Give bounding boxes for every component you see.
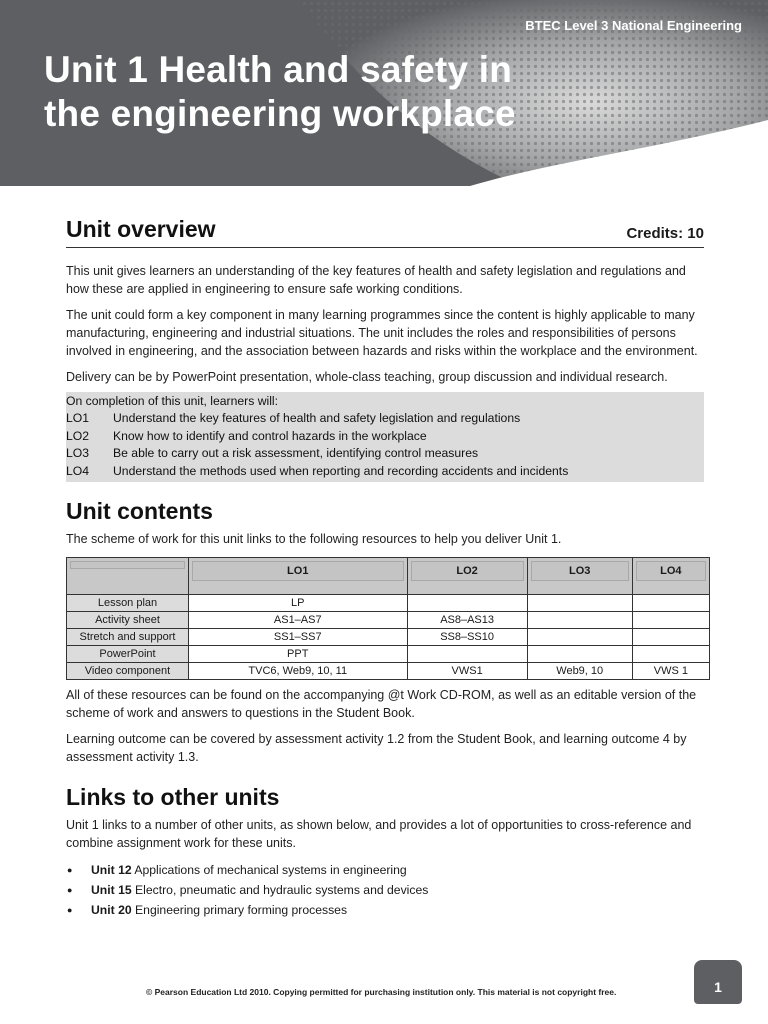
table-cell: SS8–SS10: [407, 629, 527, 646]
contents-paragraph-1: All of these resources can be found on the accompanying @t Work CD-ROM, as well as an editable version of the scheme of work and answers to questions in the Student Book.: [66, 688, 697, 721]
table-cell: [527, 646, 632, 663]
lo-code: LO4: [66, 463, 90, 478]
table-cell: VWS1: [407, 663, 527, 680]
unit-number: Unit 20: [91, 903, 132, 918]
table-row: [67, 595, 710, 612]
table-row: [67, 646, 710, 663]
list-item: [66, 880, 704, 900]
table-cell: PPT: [189, 646, 408, 663]
table-row-label: Activity sheet: [67, 612, 189, 629]
table-cell: [527, 612, 632, 629]
lo-code: LO3: [66, 446, 90, 461]
copyright-footer: © Pearson Education Ltd 2010. Copying permitted for purchasing institution only. This material is not copyright free.: [146, 987, 617, 997]
unit-title-line-2: the engineering workplace: [44, 93, 516, 134]
overview-paragraph-3: Delivery can be by PowerPoint presentation, whole-class teaching, group discussion and individual research.: [66, 370, 668, 384]
table-cell: [632, 646, 709, 663]
table-row-label: Stretch and support: [67, 629, 189, 646]
resources-table: [66, 557, 710, 680]
linked-units-list: [66, 860, 704, 920]
table-row: [67, 663, 710, 680]
learning-outcome-2: [66, 428, 704, 445]
learning-outcomes-intro: On completion of this unit, learners will:: [66, 394, 279, 408]
table-cell: [407, 646, 527, 663]
contents-intro: The scheme of work for this unit links to the following resources to help you deliver Unit 1.: [66, 532, 562, 547]
table-cell: AS1–AS7: [189, 612, 408, 629]
unit-name: Electro, pneumatic and hydraulic systems and devices: [135, 883, 429, 898]
unit-name: Engineering primary forming processes: [135, 903, 348, 918]
learning-outcomes-box: [66, 392, 704, 482]
header-banner: [0, 0, 768, 186]
table-row-label: PowerPoint: [67, 646, 189, 663]
page-content: [66, 214, 704, 920]
table-cell: [527, 629, 632, 646]
table-header-cell: LO1: [189, 558, 408, 595]
learning-outcome-3: [66, 445, 704, 462]
table-cell: [407, 595, 527, 612]
unit-number: Unit 12: [91, 863, 132, 878]
overview-paragraph-2: The unit could form a key component in many learning programmes since the content is highly applicable to many manufacturing, engineering and industrial situations. The unit includes the roles and responsibilities of persons involved in engineering, and the association between hazards and risks within the workplace and the environment.: [66, 308, 698, 358]
table-cell: [527, 595, 632, 612]
overview-paragraph-1: This unit gives learners an understanding of the key features of health and safety legislation and regulations and how these are applied in engineering to ensure safe working conditions.: [66, 264, 686, 296]
table-cell: Web9, 10: [527, 663, 632, 680]
page-number: 1: [694, 960, 742, 1004]
unit-title: [44, 48, 516, 136]
table-header-cell: [67, 558, 189, 595]
table-header-cell: LO4: [632, 558, 709, 595]
contents-paragraph-2: Learning outcome can be covered by assessment activity 1.2 from the Student Book, and learning outcome 4 by assessment activity 1.3.: [66, 732, 687, 765]
table-cell: [632, 629, 709, 646]
table-cell: SS1–SS7: [189, 629, 408, 646]
series-title: BTEC Level 3 National Engineering: [525, 18, 742, 33]
table-cell: [632, 612, 709, 629]
table-cell: VWS 1: [632, 663, 709, 680]
contents-heading: Unit contents: [66, 498, 213, 525]
links-intro: Unit 1 links to a number of other units, as shown below, and provides a lot of opportunities to cross-reference and combine assignment work for these units.: [66, 818, 692, 851]
table-cell: AS8–AS13: [407, 612, 527, 629]
table-cell: LP: [189, 595, 408, 612]
table-cell: [632, 595, 709, 612]
overview-heading-bar: [66, 214, 704, 248]
unit-name: Applications of mechanical systems in engineering: [134, 863, 407, 878]
links-heading: Links to other units: [66, 784, 280, 811]
table-cell: TVC6, Web9, 10, 11: [189, 663, 408, 680]
lo-code: LO2: [66, 428, 90, 443]
lo-text: Understand the methods used when reporting and recording accidents and incidents: [113, 463, 569, 478]
table-row: [67, 629, 710, 646]
lo-text: Understand the key features of health and safety legislation and regulations: [113, 411, 521, 426]
table-row-label: Video component: [67, 663, 189, 680]
list-item: [66, 860, 704, 880]
lo-text: Know how to identify and control hazards in the workplace: [113, 428, 427, 443]
unit-number: Unit 15: [91, 883, 132, 898]
unit-title-line-1: Unit 1 Health and safety in: [44, 49, 512, 90]
table-header-row: [67, 558, 710, 595]
table-row-label: Lesson plan: [67, 595, 189, 612]
table-header-cell: LO3: [527, 558, 632, 595]
learning-outcome-1: [66, 410, 704, 427]
list-item: [66, 900, 704, 920]
lo-code: LO1: [66, 411, 90, 426]
table-header-cell: LO2: [407, 558, 527, 595]
overview-heading: Unit overview: [66, 216, 216, 242]
lo-text: Be able to carry out a risk assessment, identifying control measures: [113, 446, 479, 461]
learning-outcome-4: [66, 463, 704, 480]
credits-label: Credits: 10: [626, 225, 704, 242]
table-row: [67, 612, 710, 629]
